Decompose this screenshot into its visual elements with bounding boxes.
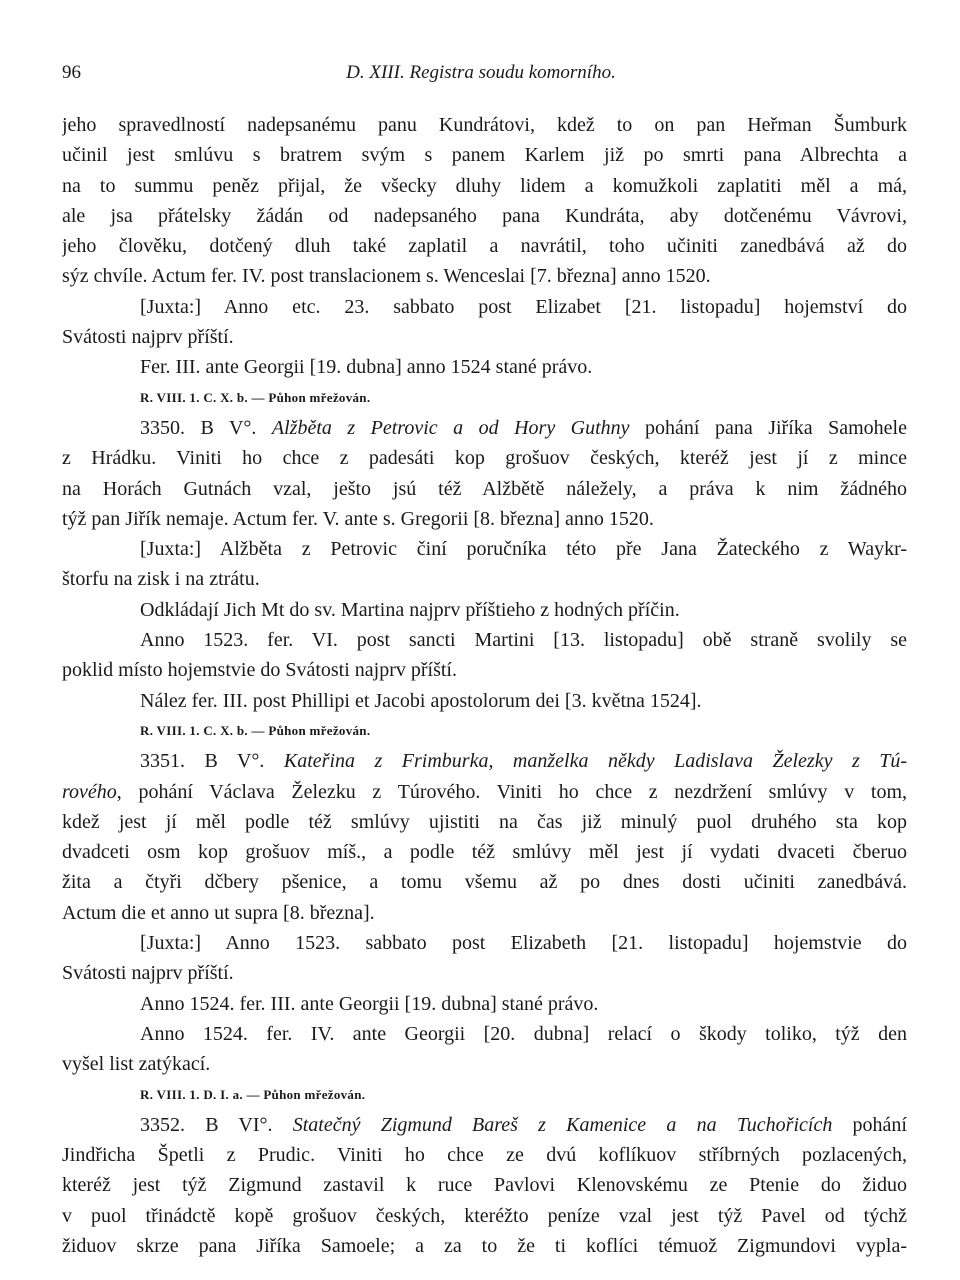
text-line xyxy=(62,443,907,473)
text-line xyxy=(62,352,907,382)
text-segment: Svátosti najprv příští. xyxy=(62,326,234,349)
text-line xyxy=(62,504,907,534)
italic-name-segment: Kateřina z Frimburka, manželka někdy Ladislava Železky z Tú- xyxy=(283,750,907,773)
text-line xyxy=(62,655,907,685)
text-segment: R. VIII. 1. D. I. a. — Půhon mřežován. xyxy=(140,1086,366,1102)
text-line xyxy=(62,261,907,291)
text-line xyxy=(62,746,907,776)
text-segment: Anno 1524. fer. IV. ante Georgii [20. dubna] relací o škody toliko, týž den xyxy=(140,1022,907,1045)
source-note-line xyxy=(62,1080,907,1110)
italic-name-segment: rového xyxy=(62,780,117,803)
text-line xyxy=(62,201,907,231)
text-line xyxy=(62,928,907,958)
text-line xyxy=(62,898,907,928)
text-segment: poklid místo hojemstvie do Svátosti najprv příští. xyxy=(62,659,457,682)
text-segment: pohání pana Jiříka Samohele xyxy=(629,416,907,439)
text-segment: Svátosti najprv příští. xyxy=(62,962,234,985)
text-line xyxy=(62,777,907,807)
text-line xyxy=(62,231,907,261)
italic-name-segment: Alžběta z Petrovic a od Hory Guthny xyxy=(271,416,630,439)
page-number: 96 xyxy=(62,62,81,83)
text-segment: pohání xyxy=(832,1113,907,1136)
text-segment: vyšel list zatýkací. xyxy=(62,1053,211,1076)
text-line xyxy=(62,837,907,867)
italic-name-segment: Statečný Zigmund Bareš z Kamenice a na Tuchořicích xyxy=(292,1113,833,1136)
text-line xyxy=(62,1140,907,1170)
text-segment: 3350. B V°. xyxy=(140,416,272,439)
text-line xyxy=(62,686,907,716)
text-line xyxy=(62,595,907,625)
text-segment: [Juxta:] Anno etc. 23. sabbato post Elizabet [21. listopadu] hojemství do xyxy=(140,295,907,318)
text-segment: štorfu na zisk i na ztrátu. xyxy=(62,568,260,591)
text-segment: Anno 1523. fer. VI. post sancti Martini [13. listopadu] obě straně svolily se xyxy=(140,629,907,652)
text-line xyxy=(62,564,907,594)
text-line xyxy=(62,625,907,655)
text-line xyxy=(62,140,907,170)
text-line xyxy=(62,958,907,988)
text-segment: ale jsa přátelsky žádán od nadepsaného pana Kundráta, aby dotčenému Vávrovi, xyxy=(62,204,907,227)
text-segment: židuov skrze pana Jiříka Samoele; a za to že ti koflíci témuož Zigmundovi vypla- xyxy=(62,1234,907,1257)
text-line xyxy=(62,867,907,897)
text-segment: R. VIII. 1. C. X. b. — Půhon mřežován. xyxy=(140,389,371,405)
text-segment: [Juxta:] Anno 1523. sabbato post Elizabeth [21. listopadu] hojemstvie do xyxy=(140,932,907,955)
text-line xyxy=(62,807,907,837)
running-head: D. XIII. Registra soudu komorního. xyxy=(346,62,616,83)
text-segment: 3352. B VI°. xyxy=(140,1113,293,1136)
text-line xyxy=(62,171,907,201)
text-line xyxy=(62,989,907,1019)
text-line xyxy=(62,474,907,504)
text-segment: jeho spravedlností nadepsanému panu Kundrátovi, kdež to on pan Heřman Šumburk xyxy=(62,114,907,136)
text-line xyxy=(62,413,907,443)
text-segment: v puol třinádctě kopě grošuov českých, kteréžto peníze vzal jest týž Pavel od týchž xyxy=(62,1204,907,1227)
text-segment: týž pan Jiřík nemaje. Actum fer. V. ante s. Gregorii [8. března] anno 1520. xyxy=(62,507,654,530)
text-line xyxy=(62,1049,907,1079)
text-line xyxy=(62,534,907,564)
text-segment: , pohání Václava Železku z Túrového. Viniti ho chce z nezdržení smlúvy v tom, xyxy=(116,780,907,803)
text-line xyxy=(62,1231,907,1261)
text-segment: kdež jest jí měl podle též smlúvy ujistiti na čas již minulý puol druhého sta kop xyxy=(62,810,907,833)
text-line xyxy=(62,1019,907,1049)
text-segment: kteréž jest týž Zigmund zastavil k ruce Pavlovi Klenovskému ze Ptenie do židuo xyxy=(62,1174,907,1197)
text-segment: R. VIII. 1. C. X. b. — Půhon mřežován. xyxy=(140,722,371,738)
text-line xyxy=(62,1201,907,1231)
text-segment: jeho člověku, dotčený dluh také zaplatil a navrátil, toho učiniti zanedbává až do xyxy=(62,235,907,258)
text-line xyxy=(62,110,907,140)
page-header xyxy=(62,62,900,88)
text-segment: Odkládají Jich Mt do sv. Martina najprv příštieho z hodných příčin. xyxy=(140,598,680,621)
text-segment: Jindřicha Špetli z Prudic. Viniti ho chce ze dvú koflíkuov stříbrných pozlacených, xyxy=(62,1144,907,1167)
text-line xyxy=(62,292,907,322)
text-segment: 3351. B V°. xyxy=(140,750,284,773)
text-segment: učinil jest smlúvu s bratrem svým s panem Karlem již po smrti pana Albrechta a xyxy=(62,144,907,167)
text-segment: Nález fer. III. post Phillipi et Jacobi apostolorum dei [3. května 1524]. xyxy=(140,689,702,712)
text-segment: z Hrádku. Viniti ho chce z padesáti kop grošuov českých, kteréž jest jí z mince xyxy=(62,447,907,470)
text-segment: Actum die et anno ut supra [8. března]. xyxy=(62,901,375,924)
source-note-line xyxy=(62,383,907,413)
body-text xyxy=(62,110,907,1261)
text-line xyxy=(62,1170,907,1200)
text-segment: dvadceti osm kop grošuov míš., a podle též smlúvy měl jest jí vydati dvaceti čberuo xyxy=(62,841,907,864)
text-line xyxy=(62,1110,907,1140)
source-note-line xyxy=(62,716,907,746)
text-segment: [Juxta:] Alžběta z Petrovic činí poručníka této pře Jana Žateckého z Waykr- xyxy=(140,538,907,561)
text-segment: sýz chvíle. Actum fer. IV. post translacionem s. Wenceslai [7. března] anno 1520. xyxy=(62,265,711,288)
text-segment: na Horách Gutnách vzal, ješto jsú též Alžbětě náležely, a práva k nim žádného xyxy=(62,477,907,500)
text-segment: Anno 1524. fer. III. ante Georgii [19. dubna] stané právo. xyxy=(140,992,599,1015)
text-segment: Fer. III. ante Georgii [19. dubna] anno 1524 stané právo. xyxy=(140,356,593,379)
text-segment: na to summu peněz přijal, že všecky dluhy lidem a komužkoli zaplatiti měl a má, xyxy=(62,174,907,197)
text-line xyxy=(62,322,907,352)
text-segment: žita a čtyři dčbery pšenice, a tomu všemu až po dnes dosti učiniti zanedbává. xyxy=(62,871,907,894)
